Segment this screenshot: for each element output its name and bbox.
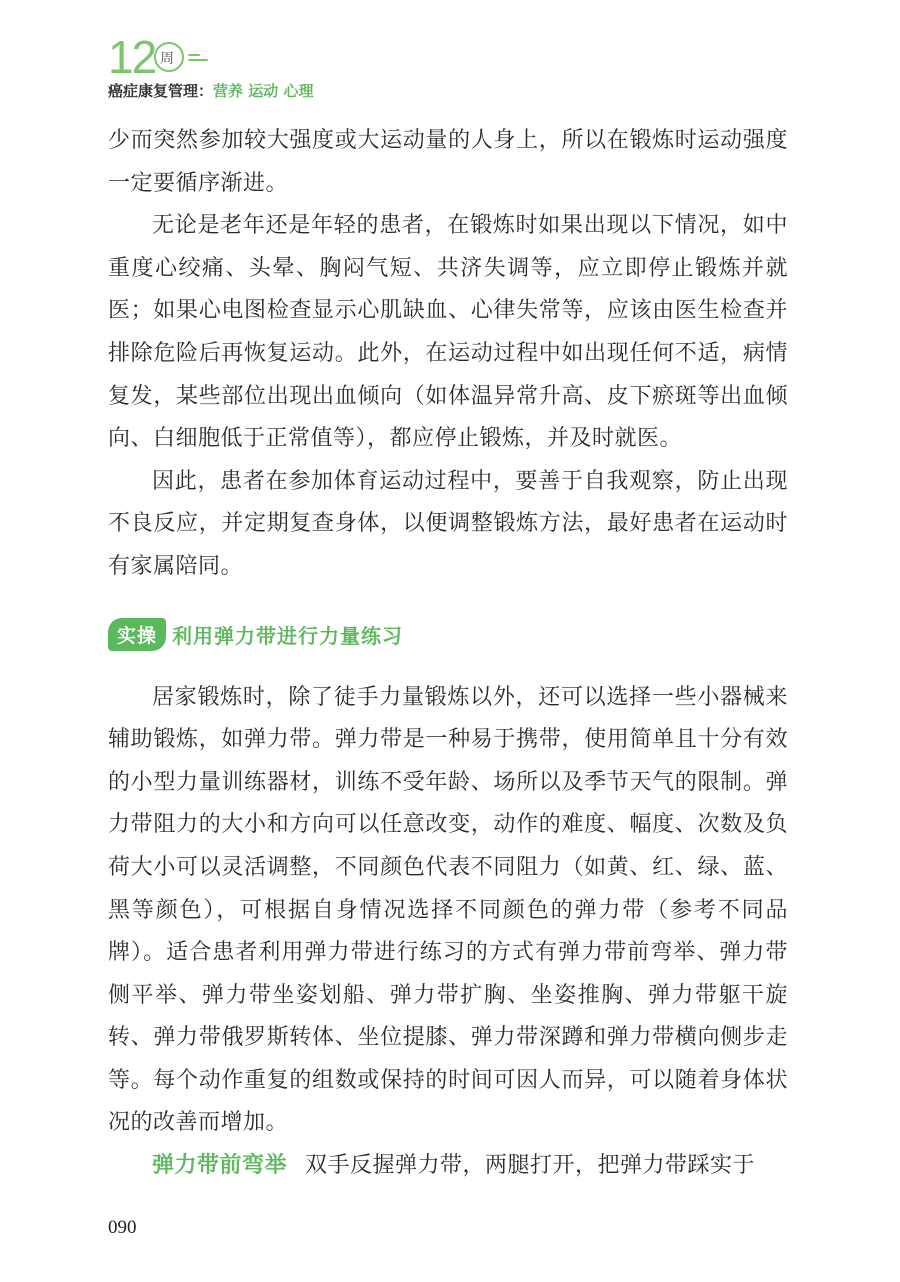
section-title: 利用弹力带进行力量练习	[172, 624, 404, 649]
book-title-sub: 营养 运动 心理	[213, 82, 314, 100]
paragraph-exercise	[108, 1145, 788, 1188]
paragraph-warning-signs: 无论是老年还是年轻的患者，在锻炼时如果出现以下情况，如中重度心绞痛、头晕、胸闷气短、共济失调等，应立即停止锻炼并就医；如果心电图检查显示心肌缺血、心律失常等，应该由医生检查并排除危险后再恢复运动。此外，在运动过程中如出现任何不适，病情复发，某些部位出现出血倾向（如体温异常升高、皮下瘀斑等出血倾向、白细胞低于正常值等），都应停止锻炼，并及时就医。	[108, 213, 788, 452]
book-logo-lines-icon	[188, 54, 208, 64]
page-number: 090	[108, 1217, 137, 1238]
running-header	[108, 31, 428, 104]
book-logo-week: 周	[160, 51, 174, 67]
exercise-name: 弹力带前弯举	[152, 1153, 288, 1179]
paragraph-continued: 少而突然参加较大强度或大运动量的人身上，所以在锻炼时运动强度一定要循序渐进。	[108, 128, 788, 196]
section-heading	[108, 617, 788, 653]
paragraph-self-observation: 因此，患者在参加体育运动过程中，要善于自我观察，防止出现不良反应，并定期复查身体，以便调整锻炼方法，最好患者在运动时有家属陪同。	[108, 468, 788, 579]
section-badge: 实操	[108, 618, 166, 651]
book-logo-number: 12	[108, 31, 156, 83]
book-title	[108, 80, 313, 101]
page-body	[108, 120, 788, 1188]
book-title-main: 癌症康复管理：	[108, 82, 214, 100]
paragraph-resistance-band: 居家锻炼时，除了徒手力量锻炼以外，还可以选择一些小器械来辅助锻炼，如弹力带。弹力带是一种易于携带，使用简单且十分有效的小型力量训练器材，训练不受年龄、场所以及季节天气的限制。弹力带阻力的大小和方向可以任意改变，动作的难度、幅度、次数及负荷大小可以灵活调整，不同颜色代表不同阻力（如黄、红、绿、蓝、黑等颜色），可根据自身情况选择不同颜色的弹力带（参考不同品牌）。适合患者利用弹力带进行练习的方式有弹力带前弯举、弹力带侧平举、弹力带坐姿划船、弹力带扩胸、坐姿推胸、弹力带躯干旋转、弹力带俄罗斯转体、坐位提膝、弹力带深蹲和弹力带横向侧步走等。每个动作重复的组数或保持的时间可因人而异，可以随着身体状况的改善而增加。	[108, 684, 788, 1136]
exercise-text: 双手反握弹力带，两腿打开，把弹力带踩实于	[305, 1153, 756, 1179]
